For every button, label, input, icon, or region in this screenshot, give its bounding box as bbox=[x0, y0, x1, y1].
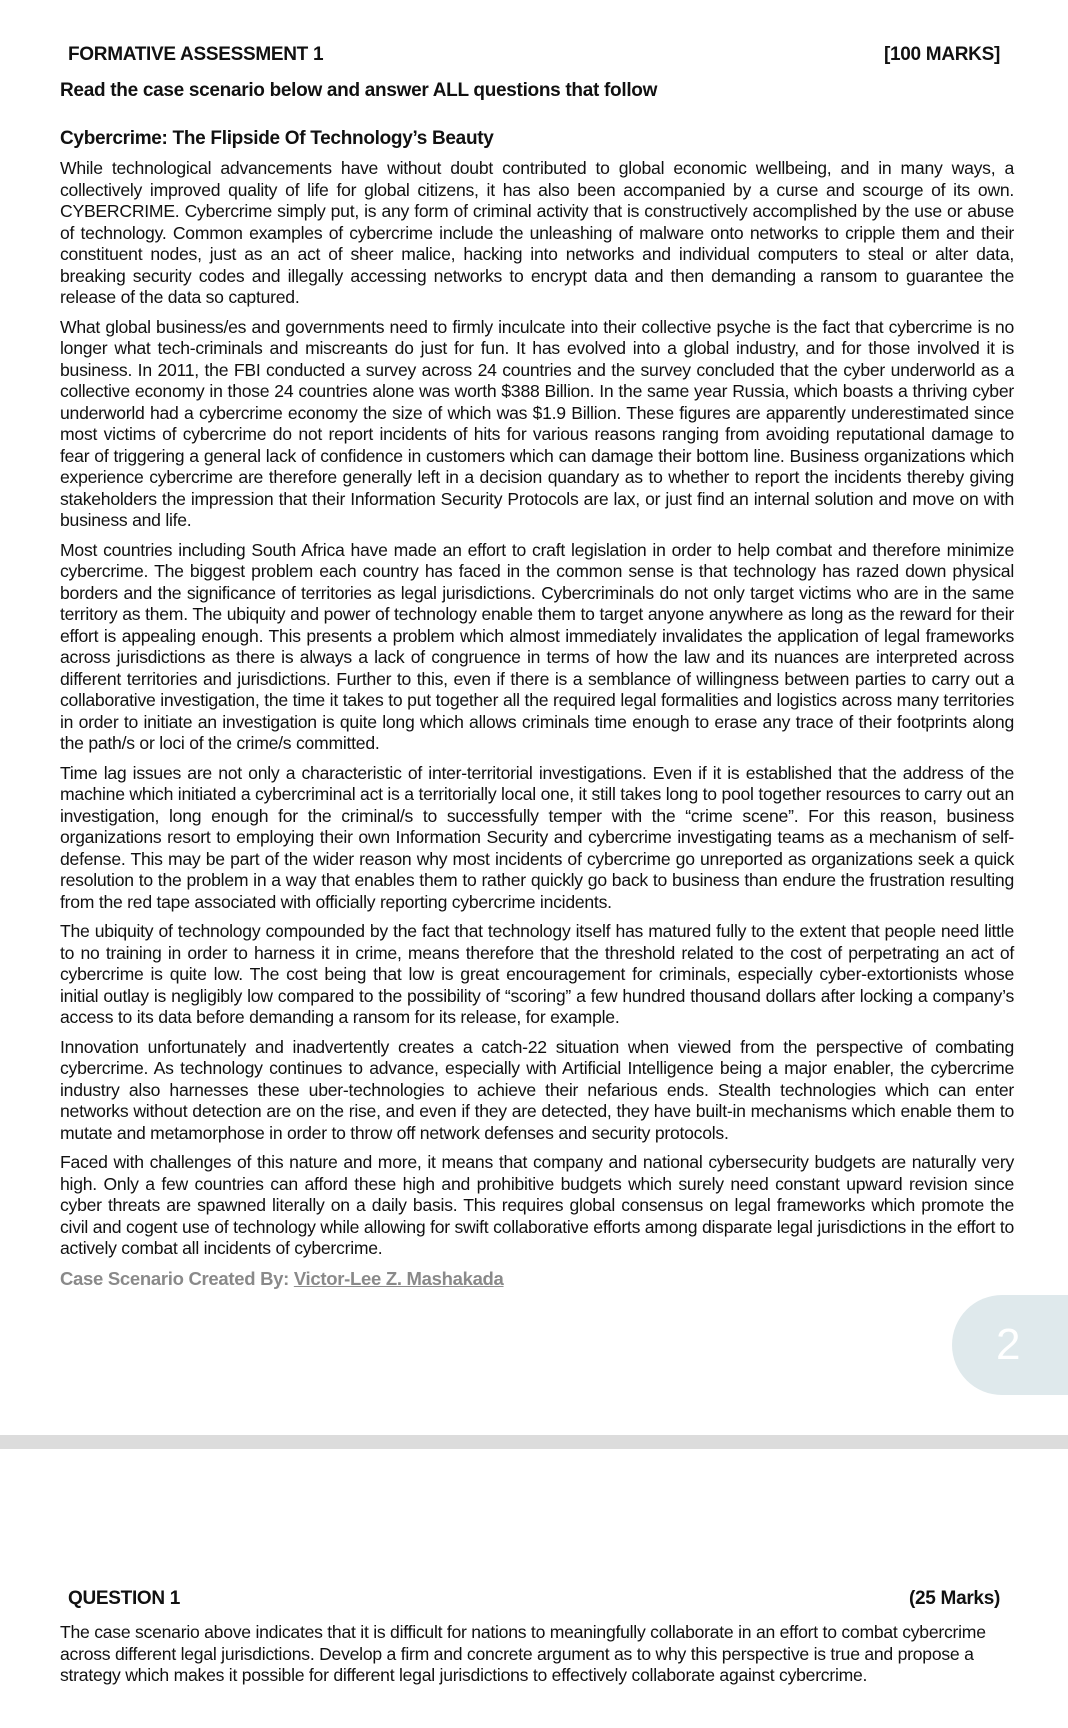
case-paragraph-5: The ubiquity of technology compounded by the fact that technology itself has matured fully to the extent that people need little to no training in order to harness it in crime, means therefore that the threshold related to the cost of perpetrating an act of cybercrime is quite low. The cost being that low is great encouragement for criminals, especially cyber-extortionists whose initial outlay is negligibly low compared to the possibility of “scoring” a few hundred thousand dollars after locking a company’s access to its data before demanding a ransom for its release, for example. bbox=[60, 921, 1014, 1027]
case-paragraph-1: While technological advancements have without doubt contributed to global economic wellbeing, and in many ways, a collectively improved quality of life for global citizens, it has also been accompanied by a curse and scourge of its own. CYBERCRIME. Cybercrime simply put, is any form of criminal activity that is constructively accomplished by the use or abuse of technology. Common examples of cybercrime include the unleashing of malware onto networks to cripple them and their constituent nodes, just as an act of sheer malice, hacking into networks and individual computers to steal or alter data, breaking security codes and illegally accessing networks to encrypt data and then demanding a ransom to guarantee the release of the data so captured. bbox=[60, 158, 1014, 307]
question-marks: (25 Marks) bbox=[909, 1588, 1000, 1609]
page-divider bbox=[0, 1435, 1068, 1449]
credit-author-link[interactable]: Victor-Lee Z. Mashakada bbox=[293, 1267, 504, 1289]
question-header bbox=[68, 1588, 1000, 1610]
case-paragraph-2: What global business/es and governments need to firmly inculcate into their collective psyche is the fact that cybercrime is no longer what tech-criminals and miscreants do just for fun. It has evolved into a global industry, and for those involved it is business. In 2011, the FBI conducted a survey across 24 countries and the survey concluded that the cyber underworld as a collective economy in those 24 countries alone was worth $388 Billion. In the same year Russia, which boasts a thriving cyber underworld had a cybercrime economy the size of which was $1.9 Billion. These figures are apparently underestimated since most victims of cybercrime do not report incidents of hits for various reasons ranging from avoiding reputational damage to fear of triggering a general lack of confidence in customers which can damage their bottom line. Business organizations which experience cybercrime are therefore generally left in a decision quandary as to whether to report the incidents thereby giving stakeholders the impression that their Information Security Protocols are lax, or just find an internal solution and move on with business and life. bbox=[60, 316, 1014, 530]
instruction-text: Read the case scenario below and answer ALL questions that follow bbox=[60, 80, 658, 101]
case-paragraph-6: Innovation unfortunately and inadvertently creates a catch-22 situation when viewed from the perspective of combating cybercrime. As technology continues to advance, especially with Artificial Intelligence being a major enabler, the cybercrime industry also harnesses these uber-technologies to achieve their nefarious ends. Stealth technologies which can enter networks without detection are on the rise, and even if they are detected, they have built-in mechanisms which enable them to mutate and metamorphose in order to throw off network defenses and security protocols. bbox=[60, 1036, 1014, 1143]
case-paragraph-7: Faced with challenges of this nature and more, it means that company and national cybersecurity budgets are naturally very high. Only a few countries can afford these high and prohibitive budgets which surely need constant upward revision since cyber threats are spawned literally on a daily basis. This requires global consensus on legal frameworks which promote the civil and cogent use of technology while allowing for swift collaborative efforts among disparate legal jurisdictions in the effort to actively combat all incidents of cybercrime. bbox=[60, 1152, 1014, 1258]
case-paragraph-4: Time lag issues are not only a characteristic of inter-territorial investigations. Even if it is established that the address of the machine which initiated a cybercriminal act is a territorially local one, it still takes long to pool together resources to carry out an investigation, long enough for the criminal/s to successfully temper with the “crime scene”. For this reason, business organizations resort to employing their own Information Security and cybercrime investigating teams as a mechanism of self-defense. This may be part of the wider reason why most incidents of cybercrime go unreported as organizations seek a quick resolution to the problem in a way that enables them to rather quickly go back to business than endure the frustration resulting from the red tape associated with officially reporting cybercrime incidents. bbox=[60, 762, 1014, 912]
question-text: The case scenario above indicates that it is difficult for nations to meaningfully collaborate in an effort to combat cybercrime across different legal jurisdictions. Develop a firm and concrete argument as to why this perspective is true and propose a strategy which makes it possible for different legal jurisdictions to effectively collaborate against cybercrime. bbox=[60, 1622, 986, 1685]
page-number: 2 bbox=[996, 1320, 1021, 1369]
question-title: QUESTION 1 bbox=[68, 1588, 181, 1609]
assessment-header bbox=[68, 44, 1000, 66]
page-number-tab bbox=[952, 1295, 1068, 1395]
assessment-title: FORMATIVE ASSESSMENT 1 bbox=[68, 44, 324, 65]
case-body bbox=[60, 158, 1014, 1290]
case-title: Cybercrime: The Flipside Of Technology’s Beauty bbox=[60, 128, 494, 149]
total-marks: [100 MARKS] bbox=[884, 44, 1000, 65]
credit-label: Case Scenario Created By: bbox=[60, 1267, 289, 1289]
case-paragraph-3: Most countries including South Africa have made an effort to craft legislation in order to help combat and therefore minimize cybercrime. The biggest problem each country has faced in the common sense is that technology has razed down physical borders and the significance of territories as legal jurisdictions. Cybercriminals do not only target victims who are in the same territory as them. The ubiquity and power of technology enable them to target anyone anywhere as long as the reward for their effort is appealing enough. This presents a problem which almost immediately invalidates the application of legal frameworks across jurisdictions as there is always a lack of congruence in terms of how the law and its nuances are interpreted across different territories and jurisdictions. Further to this, even if there is a semblance of willingness between parties to carry out a collaborative investigation, the time it takes to put together all the required legal formalities and logistics across many territories in order to initiate an investigation is quite long which allows criminals time enough to erase any trace of their footprints along the path/s or loci of the crime/s committed. bbox=[60, 539, 1014, 753]
case-credit bbox=[60, 1268, 1014, 1290]
